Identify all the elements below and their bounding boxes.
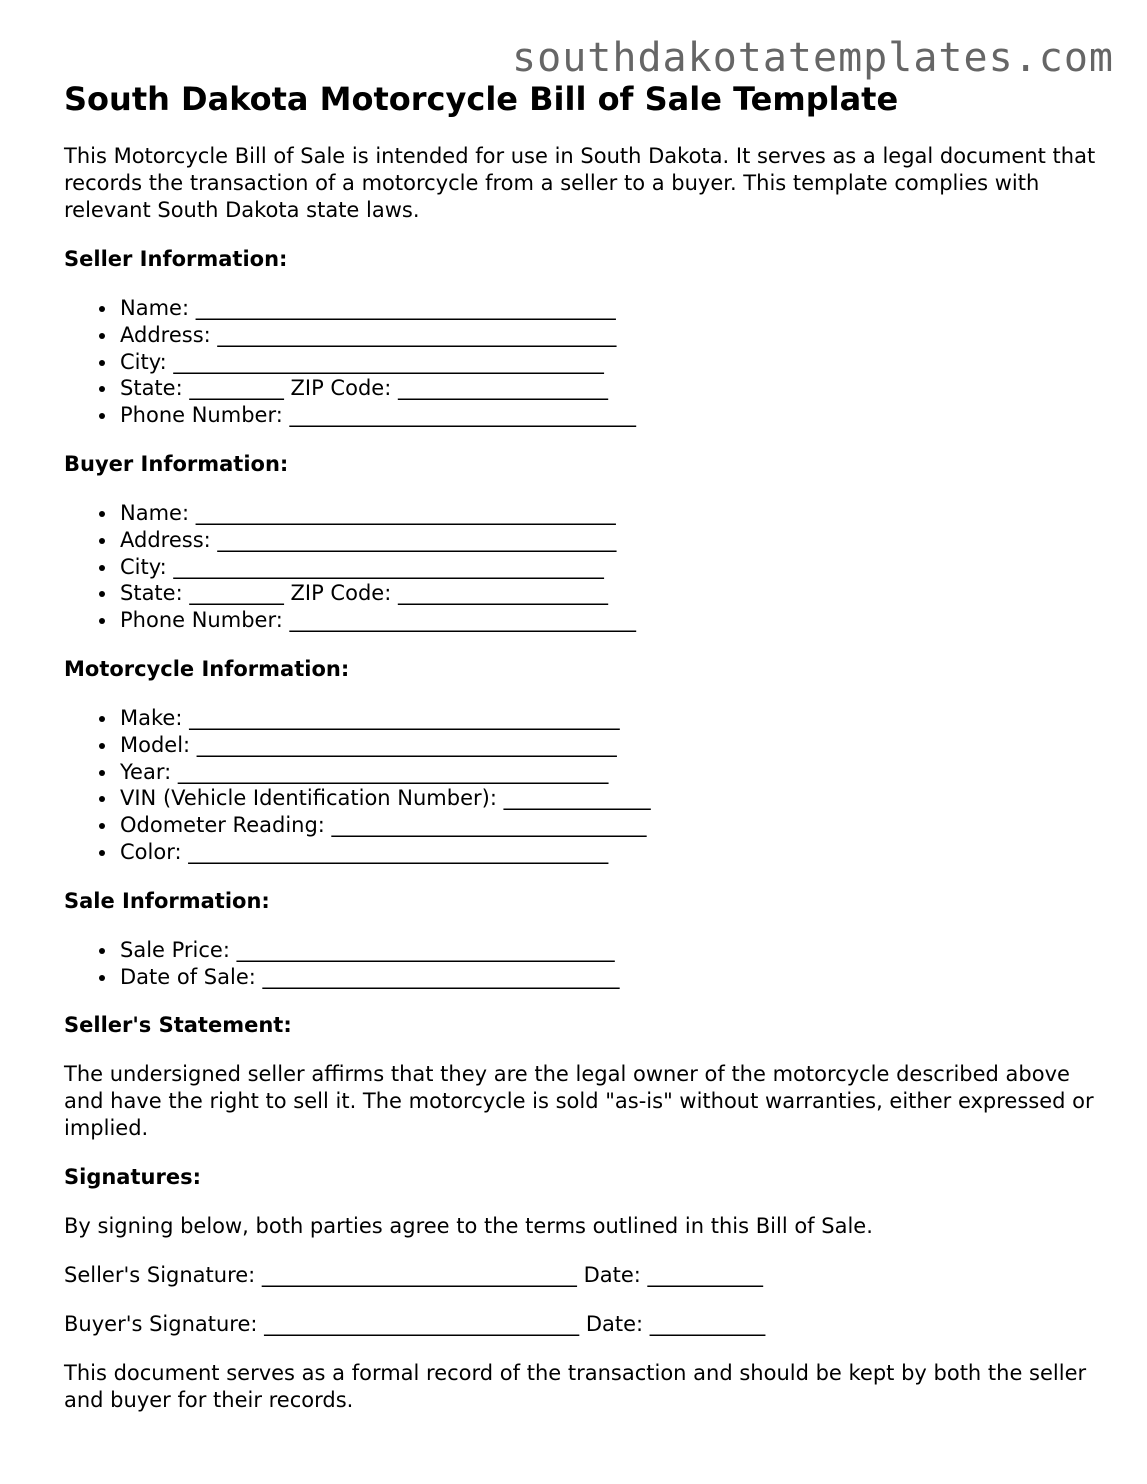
make-field: Make: _________________________________________ — [120, 705, 1104, 732]
odometer-field: Odometer Reading: ______________________________ — [120, 812, 1104, 839]
closing-paragraph: This document serves as a formal record of the transaction and should be kept by both the seller and buyer for their records. — [64, 1361, 1087, 1413]
statement-section-heading: Seller's Statement: — [64, 1013, 292, 1038]
seller-state-zip-field: State: _________ ZIP Code: ____________________ — [120, 375, 1104, 402]
buyer-city-field: City: _________________________________________ — [120, 554, 1104, 581]
seller-section-heading: Seller Information: — [64, 247, 288, 271]
document-body — [64, 80, 1104, 1414]
statement-paragraph: The undersigned seller affirms that they are the legal owner of the motorcycle described above and have the right to sell it. The motorcycle is sold "as-is" without warranties, either expressed or implied. — [64, 1062, 1094, 1141]
sale-field-list — [64, 937, 1104, 991]
signatures-paragraph: By signing below, both parties agree to the terms outlined in this Bill of Sale. — [64, 1214, 873, 1239]
sale-price-field: Sale Price: ____________________________________ — [120, 937, 1104, 964]
year-field: Year: _________________________________________ — [120, 759, 1104, 786]
intro-paragraph: This Motorcycle Bill of Sale is intended for use in South Dakota. It serves as a legal document that records the transaction of a motorcycle from a seller to a buyer. This template complies with relevant South Dakota state laws. — [64, 144, 1096, 222]
buyer-signature-line: Buyer's Signature: ______________________________ Date: ___________ — [64, 1312, 766, 1337]
motorcycle-field-list — [64, 705, 1104, 866]
page-title: South Dakota Motorcycle Bill of Sale Template — [64, 80, 899, 118]
buyer-phone-field: Phone Number: _________________________________ — [120, 607, 1104, 634]
buyer-section-heading: Buyer Information: — [64, 451, 289, 476]
buyer-address-field: Address: ______________________________________ — [120, 527, 1104, 554]
color-field: Color: ________________________________________ — [120, 839, 1104, 866]
seller-signature-line: Seller's Signature: ______________________________ Date: ___________ — [64, 1263, 764, 1288]
buyer-name-field: Name: ________________________________________ — [120, 500, 1104, 527]
sale-date-field: Date of Sale: __________________________________ — [120, 964, 1104, 991]
seller-phone-field: Phone Number: _________________________________ — [120, 402, 1104, 429]
motorcycle-section-heading: Motorcycle Information: — [64, 656, 350, 681]
buyer-state-zip-field: State: _________ ZIP Code: ____________________ — [120, 580, 1104, 607]
seller-name-field: Name: ________________________________________ — [120, 295, 1104, 322]
seller-city-field: City: _________________________________________ — [120, 349, 1104, 376]
vin-field: VIN (Vehicle Identification Number): ______________ — [120, 785, 1104, 812]
sale-section-heading: Sale Information: — [64, 888, 270, 913]
signatures-section-heading: Signatures: — [64, 1165, 201, 1190]
model-field: Model: ________________________________________ — [120, 732, 1104, 759]
buyer-field-list — [64, 500, 1104, 634]
seller-field-list — [64, 295, 1104, 429]
seller-address-field: Address: ______________________________________ — [120, 322, 1104, 349]
site-watermark: southdakotatemplates.com — [512, 35, 1114, 81]
